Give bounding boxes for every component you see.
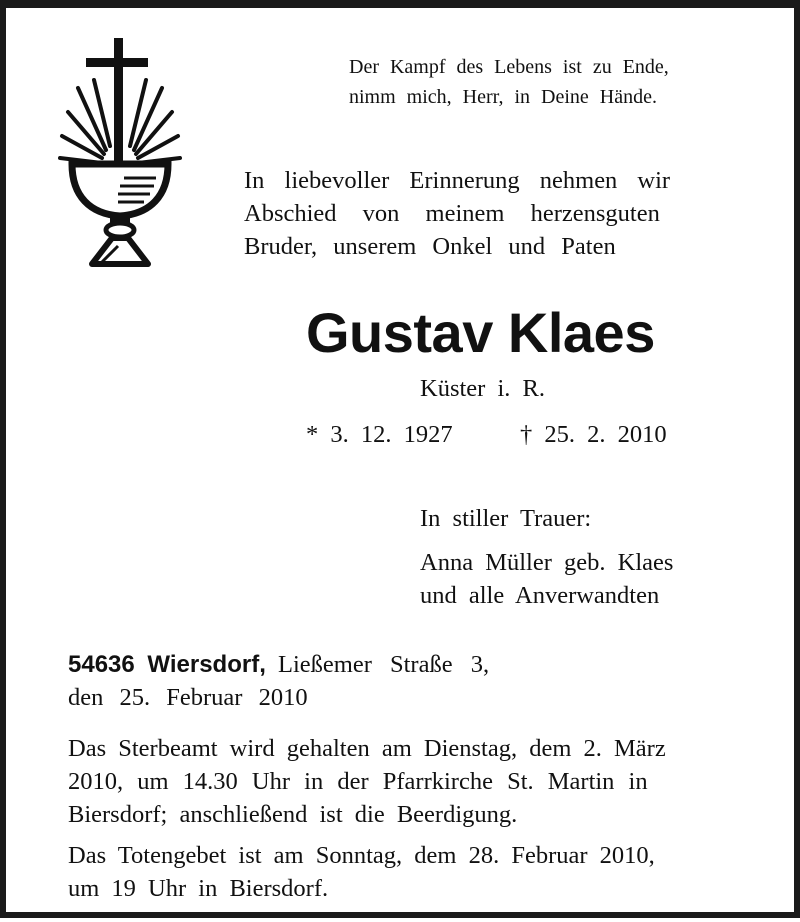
intro-line-1: In liebevoller Erinnerung nehmen wir [244,167,671,194]
prayer-line-1: Das Totengebet ist am Sonntag, dem 28. Februar 2010, [68,842,655,869]
quote-line-2: nimm mich, Herr, in Deine Hände. [349,86,658,108]
mourners-line-1: Anna Müller geb. Klaes [420,549,674,576]
intro-line-3: Bruder, unserem Onkel und Paten [244,233,616,260]
deceased-title: Küster i. R. [420,375,545,402]
death-date: † 25. 2. 2010 [520,421,667,448]
intro-line-2: Abschied von meinem herzensguten [244,200,660,227]
prayer-line-2: um 19 Uhr in Biersdorf. [68,875,329,902]
mourners-line-2: und alle Anverwandten [420,582,660,609]
funeral-line-1: Das Sterbeamt wird gehalten am Dienstag, dem 2. März [68,735,666,762]
address-line [68,648,489,681]
funeral-line-3: Biersdorf; anschließend ist die Beerdigung. [68,801,518,828]
address-street: Ließemer Straße 3, [278,651,490,678]
quote-line-1: Der Kampf des Lebens ist zu Ende, [349,56,669,78]
cross-chalice-rays-icon [58,36,182,272]
address-city: 54636 Wiersdorf, [68,651,266,678]
deceased-name: Gustav Klaes [306,301,655,364]
birth-date: * 3. 12. 1927 [306,421,453,448]
mourners-heading: In stiller Trauer: [420,505,592,532]
address-date: den 25. Februar 2010 [68,684,308,711]
funeral-line-2: 2010, um 14.30 Uhr in der Pfarrkirche St. Martin in [68,768,648,795]
